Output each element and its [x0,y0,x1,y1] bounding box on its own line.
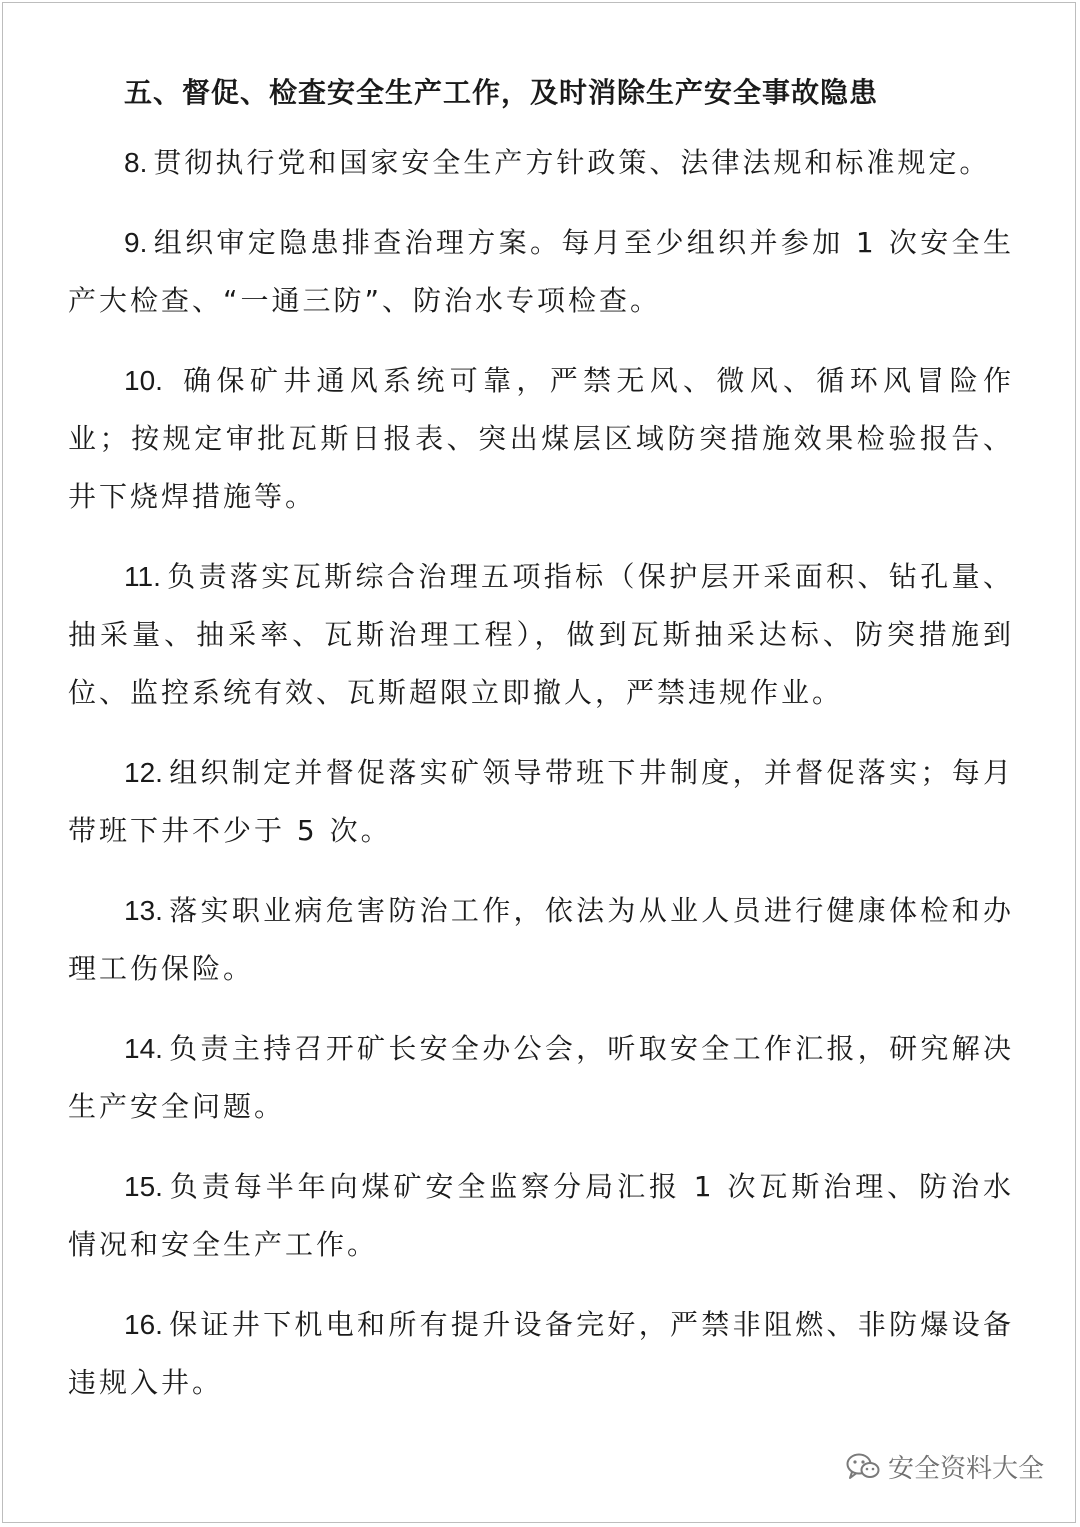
item-number: 14. [124,1033,163,1064]
list-item-11 [68,548,1014,722]
list-item-16 [68,1296,1014,1412]
item-number: 11. [124,561,161,592]
wechat-icon [846,1453,880,1481]
item-number: 12. [124,757,163,788]
item-text: 组织审定隐患排查治理方案。每月至少组织并参加 1 次安全生产大检查、“一通三防”、防治水专项检查。 [68,226,1014,317]
item-text: 负责每半年向煤矿安全监察分局汇报 1 次瓦斯治理、防治水情况和安全生产工作。 [68,1170,1014,1261]
item-number: 13. [124,895,163,926]
item-number: 15. [124,1171,163,1202]
list-item-13 [68,882,1014,998]
list-item-10 [68,352,1014,526]
item-text: 负责落实瓦斯综合治理五项指标（保护层开采面积、钻孔量、抽采量、抽采率、瓦斯治理工程），做到瓦斯抽采达标、防突措施到位、监控系统有效、瓦斯超限立即撤人，严禁违规作业。 [68,560,1014,709]
item-number: 16. [124,1309,163,1340]
list-item-14 [68,1020,1014,1136]
list-item-8 [68,134,1014,192]
item-number: 9. [124,227,148,258]
item-text: 组织制定并督促落实矿领导带班下井制度，并督促落实；每月带班下井不少于 5 次。 [68,756,1014,847]
list-item-9 [68,214,1014,330]
section-heading: 五、督促、检查安全生产工作，及时消除生产安全事故隐患 [124,76,879,109]
item-text: 落实职业病危害防治工作，依法为从业人员进行健康体检和办理工伤保险。 [68,894,1014,985]
item-text: 确保矿井通风系统可靠，严禁无风、微风、循环风冒险作业；按规定审批瓦斯日报表、突出煤层区域防突措施效果检验报告、井下烧焊措施等。 [68,364,1014,513]
watermark-text: 安全资料大全 [887,1454,1044,1484]
item-text: 贯彻执行党和国家安全生产方针政策、法律法规和标准规定。 [153,146,991,179]
list-item-12 [68,744,1014,860]
list-item-15 [68,1158,1014,1274]
item-text: 保证井下机电和所有提升设备完好，严禁非阻燃、非防爆设备违规入井。 [68,1308,1014,1399]
item-number: 8. [124,147,148,178]
document-body [68,60,1014,1434]
watermark [846,1448,1044,1485]
item-number: 10. [124,365,163,396]
item-text: 负责主持召开矿长安全办公会，听取安全工作汇报，研究解决生产安全问题。 [68,1032,1014,1123]
